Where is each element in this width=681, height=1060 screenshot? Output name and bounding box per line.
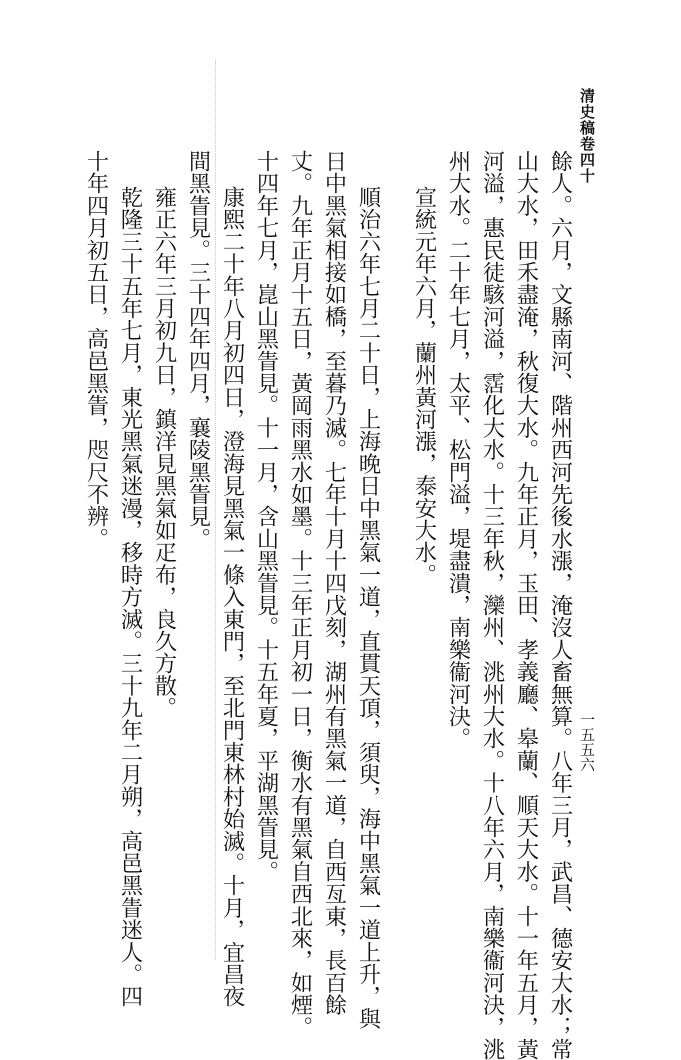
center-fold-line bbox=[215, 60, 216, 960]
page-number: 一五五六 bbox=[578, 712, 596, 772]
text-column-3: 河溢，惠民徒駭河溢，霑化大水。十三年秋，灤州、洮州大水。十八年六月，南樂衞河決，洮 bbox=[479, 150, 505, 1060]
text-column-6: 順治六年七月二十日，上海晚日中黑氣一道，直貫天頂，須臾，海中黑氣一道上升，與 bbox=[355, 186, 381, 1030]
running-title: 清史稿卷四十 bbox=[578, 88, 596, 184]
text-column-7: 日中黑氣相接如橋，至暮乃滅。七年十月十四戊刻，湖州有黑氣一道，自西亙東，長百餘 bbox=[321, 150, 347, 1016]
text-column-2: 山大水，田禾盡淹，秋復大水。九年正月，玉田、孝義廳、皋蘭、順天大水。十一年五月，黃 bbox=[513, 150, 539, 1060]
text-column-1: 餘人。六月，文縣南河、階州西河先後水漲，淹沒人畜無算。八年三月，武昌、德安大水；常 bbox=[547, 150, 573, 1060]
text-column-4: 州大水。二十年七月，太平、松門溢，堤盡潰，南樂衞河決。 bbox=[445, 150, 471, 750]
text-column-8: 丈。九年正月十五日，黃岡雨黑水如墨。十三年正月初一日，衡水有黑氣自西北來，如煙。 bbox=[287, 150, 313, 1038]
text-column-11: 間黑眚見。三十四年四月，襄陵黑眚見。 bbox=[185, 150, 211, 550]
text-column-12: 雍正六年三月初九日，鎮洋見黑氣如疋布，良久方散。 bbox=[151, 186, 177, 719]
text-column-5: 宣統元年六月，蘭州黃河漲，泰安大水。 bbox=[411, 186, 437, 586]
text-column-9: 十四年七月，崑山黑眚見。十一月，含山黑眚見。十五年夏，平湖黑眚見。 bbox=[253, 150, 279, 883]
text-column-14: 十年四月初五日，高邑黑眚，咫尺不辨。 bbox=[83, 150, 109, 550]
text-column-13: 乾隆三十五年七月，東光黑氣迷漫，移時方滅。三十九年二月朔，高邑黑眚迷人。四 bbox=[117, 186, 143, 1008]
text-column-10: 康熙二十年八月初四日，澄海見黑氣一條入東門，至北門東林村始滅。十月，宜昌夜 bbox=[219, 186, 245, 1008]
